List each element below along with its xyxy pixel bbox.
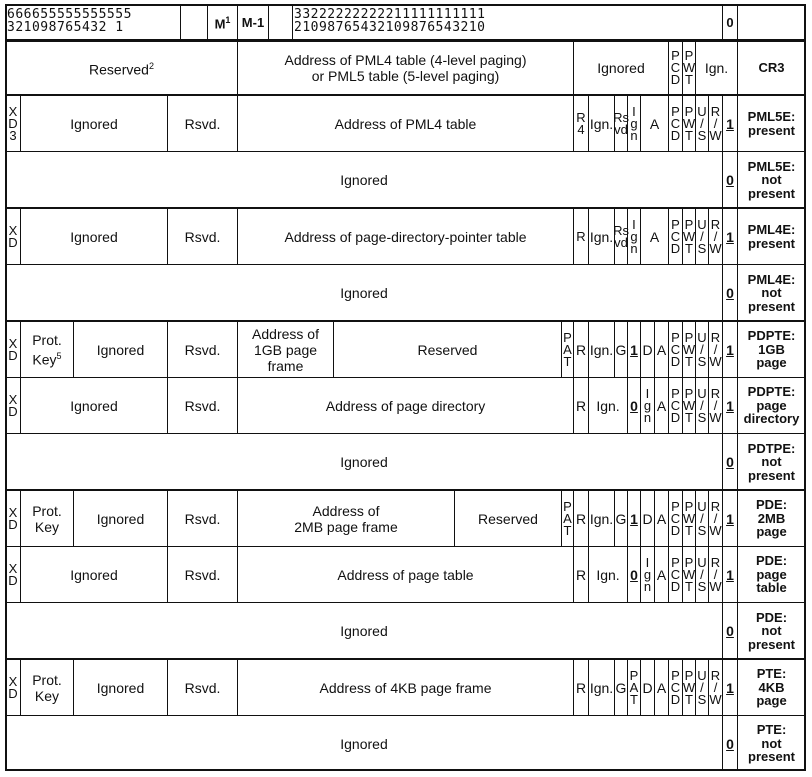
group-separator <box>5 39 806 42</box>
pte-4kb-accessed <box>654 659 668 715</box>
header-low-bits-text: 33222222222211111111111 21098765432109876543210 <box>294 7 486 35</box>
pml5e-accessed <box>640 95 668 151</box>
pde-pt-accessed-text: A <box>656 566 667 583</box>
pdpte-1gb-r-text: R <box>575 341 587 358</box>
pml5e-np-ignored-text: Ignored <box>340 172 388 188</box>
pde-2mb-pcd <box>668 490 682 546</box>
pdpte-1gb-global <box>614 321 627 377</box>
pdtpe-np-ignored <box>5 433 722 490</box>
pde-2mb-rw-text: R / W <box>709 498 722 538</box>
row-name-pte_np-text: PTE: not present <box>748 722 795 765</box>
pdpte-1gb-dirty-text: D <box>642 341 653 358</box>
pdpte-1gb-rw <box>708 321 722 377</box>
header-bit0-text: 0 <box>726 14 734 30</box>
pml5e-address <box>237 95 573 151</box>
pte-4kb-present-bit <box>722 659 737 715</box>
pml4e-present-bit <box>722 208 737 264</box>
pdpte-1gb-present-bit <box>722 321 737 377</box>
pde-pt-present-bit <box>722 546 737 602</box>
pde-2mb-xd-text: X D <box>8 504 18 532</box>
pde-pt-ign <box>588 546 627 602</box>
pdtpe-np-ignored-text: Ignored <box>340 454 388 470</box>
pte-4kb-ignored <box>73 659 167 715</box>
pde-2mb-ignored-text: Ignored <box>96 510 145 527</box>
pml4e-r-text: R <box>576 228 586 244</box>
cr3-reserved-text: Reserved$^2$ <box>89 61 154 78</box>
pde-pt-us <box>695 546 708 602</box>
cr3-ignored <box>573 40 668 95</box>
pdpte-1gb-ps-bit <box>627 321 640 377</box>
pte-4kb-rw-text: R / W <box>709 667 722 707</box>
pdpte-pd-ign-bit-text: I g n <box>643 385 652 425</box>
pdpte-1gb-rsvd <box>167 321 237 377</box>
pte-4kb-address-text: Address of 4KB page frame <box>319 679 492 696</box>
pml5e-rsvd-bit-text: Rs vd <box>613 109 629 137</box>
pdpte-1gb-prot-key <box>20 321 73 377</box>
cr3-pwt-text: P W T <box>682 48 696 87</box>
pde-2mb-pcd-text: P C D <box>670 498 681 538</box>
row-name-pte_4kb-text: PTE: 4KB page <box>756 666 787 709</box>
row-name-pml5e_p-text: PML5E: present <box>747 109 796 138</box>
pde-2mb-r <box>573 490 588 546</box>
pdpte-1gb-pat <box>561 321 573 377</box>
pdpte-1gb-dirty <box>640 321 654 377</box>
pdpte-pd-address <box>237 377 573 433</box>
pdpte-pd-accessed-text: A <box>656 397 667 414</box>
pte-4kb-pcd <box>668 659 682 715</box>
header-gap-right <box>268 4 292 40</box>
cr3-reserved <box>5 40 237 95</box>
row-name-cr3-text: CR3 <box>758 60 785 76</box>
pde-2mb-pwt-text: P W T <box>682 498 696 538</box>
pte-4kb-global <box>614 659 627 715</box>
pte-4kb-global-text: G <box>615 679 627 696</box>
pde-pt-pcd-text: P C D <box>670 554 681 594</box>
row-name-pde_2mb <box>737 490 806 546</box>
pde-2mb-present-bit-text: 1 <box>726 510 734 527</box>
pte-4kb-xd <box>5 659 20 715</box>
header-gap-left <box>180 4 207 40</box>
pml4e-ignored-text: Ignored <box>70 228 118 245</box>
pdpte-pd-rw <box>708 377 722 433</box>
pde-2mb-dirty <box>640 490 654 546</box>
header-m-label-text: $M^1$ <box>214 15 231 32</box>
pte-4kb-r <box>573 659 588 715</box>
pml5e-ignored <box>20 95 167 151</box>
pml5e-pwt <box>682 95 695 151</box>
group-separator <box>5 94 806 96</box>
pte-4kb-ign-text: Ign. <box>589 679 614 696</box>
pde-pt-address <box>237 546 573 602</box>
row-name-pte_np <box>737 715 806 771</box>
pml5e-ign-bit <box>627 95 640 151</box>
row-name-pml5e_p <box>737 95 806 151</box>
pml5e-pcd <box>668 95 682 151</box>
pml5e-pwt-text: P W T <box>682 103 696 143</box>
pml4e-accessed <box>640 208 668 264</box>
pdpte-pd-accessed <box>654 377 668 433</box>
pte-4kb-rsvd <box>167 659 237 715</box>
pde-2mb-ign <box>588 490 614 546</box>
pdpte-1gb-accessed-text: A <box>656 341 667 358</box>
pml4e-ignored <box>20 208 167 264</box>
pte-4kb-prot-key-text: Prot. Key <box>32 671 62 704</box>
pde-pt-rw <box>708 546 722 602</box>
pde-np-present-bit <box>722 602 737 659</box>
pde-pt-xd <box>5 546 20 602</box>
pdpte-1gb-pwt <box>682 321 695 377</box>
pte-4kb-pwt <box>682 659 695 715</box>
pdpte-1gb-reserved <box>333 321 561 377</box>
pml4e-pcd-text: P C D <box>670 216 681 256</box>
pml5e-rsvd-text: Rsvd. <box>184 115 221 132</box>
pde-2mb-ignored <box>73 490 167 546</box>
pml4e-ign-text: Ign. <box>589 228 614 245</box>
pml4e-rsvd-text: Rsvd. <box>184 228 221 245</box>
header-name-col <box>737 4 806 40</box>
pte-4kb-dirty <box>640 659 654 715</box>
row-name-pdtpe_np-text: PDTPE: not present <box>747 440 796 483</box>
pml5e-r-text: R 4 <box>576 109 586 137</box>
header-m1-label <box>237 4 268 40</box>
pml4e-address <box>237 208 573 264</box>
header-m-label-footnote: 1 <box>225 15 231 26</box>
pdpte-1gb-pat-text: P A T <box>563 329 572 369</box>
cr3-ign <box>695 40 737 95</box>
pml4e-r <box>573 208 588 264</box>
pte-4kb-us <box>695 659 708 715</box>
pdpte-pd-us-text: U / S <box>697 385 707 425</box>
pde-2mb-us-text: U / S <box>697 498 707 538</box>
pde-2mb-accessed-text: A <box>656 510 667 527</box>
pde-pt-accessed <box>654 546 668 602</box>
pdpte-1gb-us-text: U / S <box>697 329 707 369</box>
pde-2mb-global-text: G <box>615 510 627 527</box>
pde-2mb-dirty-text: D <box>642 510 653 527</box>
pde-pt-r-text: R <box>575 566 587 583</box>
pdpte-pd-present-bit-text: 1 <box>726 397 734 414</box>
pdpte-pd-present-bit <box>722 377 737 433</box>
pml5e-ign <box>588 95 614 151</box>
pte-np-ignored <box>5 715 722 771</box>
pml4e-us-text: U / S <box>697 216 707 256</box>
pdpte-1gb-us <box>695 321 708 377</box>
pte-4kb-address <box>237 659 573 715</box>
pde-np-ignored-text: Ignored <box>340 623 388 639</box>
pdpte-pd-r-text: R <box>575 397 587 414</box>
pml5e-ign-bit-text: I g n <box>630 103 638 143</box>
pde-2mb-ign-text: Ign. <box>589 510 614 527</box>
pde-2mb-us <box>695 490 708 546</box>
pml4e-np-ignored <box>5 264 722 321</box>
pml5e-address-text: Address of PML4 table <box>334 115 477 132</box>
pte-4kb-rw <box>708 659 722 715</box>
header-m1-label-text: M-1 <box>241 14 265 30</box>
pdpte-1gb-ign <box>588 321 614 377</box>
pte-4kb-us-text: U / S <box>697 667 707 707</box>
pte-np-ignored-text: Ignored <box>340 735 388 752</box>
cr3-pcd <box>668 40 682 95</box>
pte-4kb-dirty-text: D <box>642 679 653 696</box>
pte-4kb-ign <box>588 659 614 715</box>
pde-2mb-r-text: R <box>575 510 587 527</box>
pml4e-xd-text: X D <box>8 222 18 250</box>
pde-pt-pwt <box>682 546 695 602</box>
pdpte-1gb-ps-bit-text: 1 <box>630 341 638 358</box>
group-separator <box>5 320 806 322</box>
pde-2mb-address-text: Address of 2MB page frame <box>294 502 398 535</box>
pte-4kb-pcd-text: P C D <box>670 667 681 707</box>
pdpte-1gb-prot-key-footnote: 5 <box>56 350 62 361</box>
pml5e-present-bit-text: 1 <box>726 115 734 132</box>
pml5e-rsvd <box>167 95 237 151</box>
row-name-pde_np-text: PDE: not present <box>748 609 795 652</box>
pde-pt-rw-text: R / W <box>709 554 722 594</box>
pde-pt-xd-text: X D <box>8 560 18 588</box>
pml4e-np-present-bit <box>722 264 737 321</box>
pml4e-ign <box>588 208 614 264</box>
pml4e-np-ignored-text: Ignored <box>340 285 388 301</box>
pde-2mb-reserved-text: Reserved <box>478 510 538 527</box>
row-name-pml4e_np-text: PML4E: not present <box>747 271 796 314</box>
pdpte-pd-pcd <box>668 377 682 433</box>
pml5e-rsvd-bit <box>614 95 627 151</box>
pml4e-us <box>695 208 708 264</box>
pdpte-pd-ps-bit <box>627 377 640 433</box>
pde-2mb-ps-bit-text: 1 <box>630 510 638 527</box>
pte-4kb-prot-key <box>20 659 73 715</box>
pdpte-1gb-reserved-text: Reserved <box>417 341 478 358</box>
pde-np-ignored <box>5 602 722 659</box>
row-name-pml4e_np <box>737 264 806 321</box>
pte-4kb-pat-text: P A T <box>629 667 639 707</box>
pml5e-rw <box>708 95 722 151</box>
group-separator <box>5 489 806 491</box>
header-low-bits <box>292 4 722 40</box>
pdpte-pd-r <box>573 377 588 433</box>
row-name-pdpte_1gb-text: PDPTE: 1GB page <box>747 328 796 371</box>
pte-np-present-bit-text: 0 <box>726 735 734 752</box>
pdpte-1gb-rw-text: R / W <box>709 329 722 369</box>
pml4e-rsvd <box>167 208 237 264</box>
pde-pt-rsvd <box>167 546 237 602</box>
pde-2mb-pat <box>561 490 573 546</box>
pml4e-xd <box>5 208 20 264</box>
pdpte-pd-xd-text: X D <box>8 391 18 419</box>
row-name-pml4e_p-text: PML4E: present <box>747 222 796 251</box>
pdpte-pd-address-text: Address of page directory <box>325 397 486 414</box>
pdpte-1gb-ignored <box>73 321 167 377</box>
row-name-pde_pt-text: PDE: page table <box>755 553 788 596</box>
pde-pt-ps-bit <box>627 546 640 602</box>
pml4e-rsvd-bit-text: Rs vd <box>613 222 629 250</box>
pde-pt-ignored-text: Ignored <box>70 566 118 583</box>
pde-pt-ignored <box>20 546 167 602</box>
header-m-label <box>207 4 237 40</box>
pte-4kb-rsvd-text: Rsvd. <box>184 679 221 696</box>
row-name-pdpte_pd <box>737 377 806 433</box>
pml5e-accessed-text: A <box>649 115 660 132</box>
group-separator <box>5 770 806 771</box>
pml4e-rsvd-bit <box>614 208 627 264</box>
header-high-bits-text: 666655555555555 321098765432 1 <box>7 7 132 35</box>
pde-pt-ign-text: Ign. <box>596 566 620 583</box>
pdpte-1gb-address <box>237 321 333 377</box>
pml4e-ign-bit <box>627 208 640 264</box>
pml4e-pwt-text: P W T <box>682 216 696 256</box>
pde-2mb-present-bit <box>722 490 737 546</box>
pde-2mb-xd <box>5 490 20 546</box>
header-high-bits <box>5 4 180 40</box>
cr3-pwt <box>682 40 695 95</box>
pde-2mb-rsvd <box>167 490 237 546</box>
row-name-cr3 <box>737 40 806 95</box>
row-name-pml5e_np-text: PML5E: not present <box>747 158 796 201</box>
pdpte-1gb-xd-text: X D <box>8 335 18 363</box>
pdpte-1gb-pcd <box>668 321 682 377</box>
pde-2mb-accessed <box>654 490 668 546</box>
pde-2mb-global <box>614 490 627 546</box>
pde-pt-us-text: U / S <box>697 554 707 594</box>
pdpte-pd-us <box>695 377 708 433</box>
row-name-pte_4kb <box>737 659 806 715</box>
pde-pt-ign-bit <box>640 546 654 602</box>
pte-4kb-r-text: R <box>575 679 587 696</box>
pml4e-ign-bit-text: I g n <box>630 216 638 256</box>
pdpte-pd-rsvd <box>167 377 237 433</box>
pdpte-1gb-global-text: G <box>615 341 627 358</box>
row-name-pde_np <box>737 602 806 659</box>
pte-4kb-present-bit-text: 1 <box>726 679 734 696</box>
pte-np-present-bit <box>722 715 737 771</box>
row-name-pml4e_p <box>737 208 806 264</box>
pde-2mb-prot-key-text: Prot. Key <box>32 502 62 535</box>
row-name-pml5e_np <box>737 151 806 208</box>
pdpte-pd-rw-text: R / W <box>709 385 722 425</box>
group-separator <box>5 658 806 660</box>
pdtpe-np-present-bit-text: 0 <box>726 454 734 470</box>
pdpte-pd-rsvd-text: Rsvd. <box>184 397 221 414</box>
pml4e-pwt <box>682 208 695 264</box>
pml4e-rw <box>708 208 722 264</box>
cr3-reserved-footnote: 2 <box>148 61 154 72</box>
pdpte-1gb-rsvd-text: Rsvd. <box>184 341 221 358</box>
pml4e-np-present-bit-text: 0 <box>726 285 734 301</box>
pde-pt-ign-bit-text: I g n <box>643 554 652 594</box>
pdtpe-np-present-bit <box>722 433 737 490</box>
pdpte-1gb-xd <box>5 321 20 377</box>
pml5e-xd-text: X D 3 <box>8 103 18 143</box>
pde-pt-r <box>573 546 588 602</box>
pte-4kb-pat <box>627 659 640 715</box>
pml5e-r <box>573 95 588 151</box>
pde-2mb-reserved <box>454 490 561 546</box>
pdpte-pd-ignored-text: Ignored <box>70 397 118 414</box>
pml5e-us <box>695 95 708 151</box>
pml4e-address-text: Address of page-directory-pointer table <box>284 228 527 245</box>
pml5e-ignored-text: Ignored <box>70 115 118 132</box>
pdpte-pd-pwt-text: P W T <box>682 385 696 425</box>
pdpte-pd-ign-bit <box>640 377 654 433</box>
cr3-pcd-text: P C D <box>670 48 681 87</box>
row-name-pde_2mb-text: PDE: 2MB page <box>755 497 788 540</box>
row-name-pde_pt <box>737 546 806 602</box>
pde-pt-present-bit-text: 1 <box>726 566 734 583</box>
row-name-pdtpe_np <box>737 433 806 490</box>
pdpte-1gb-accessed <box>654 321 668 377</box>
pdpte-1gb-present-bit-text: 1 <box>726 341 734 358</box>
pte-4kb-ignored-text: Ignored <box>96 679 145 696</box>
pde-pt-address-text: Address of page table <box>337 566 474 583</box>
pdpte-pd-pcd-text: P C D <box>670 385 681 425</box>
pml4e-rw-text: R / W <box>709 216 722 256</box>
pde-np-present-bit-text: 0 <box>726 623 734 639</box>
pte-4kb-accessed-text: A <box>656 679 667 696</box>
pml5e-pcd-text: P C D <box>670 103 681 143</box>
pde-2mb-pwt <box>682 490 695 546</box>
pdpte-1gb-ign-text: Ign. <box>589 341 614 358</box>
pte-4kb-xd-text: X D <box>8 673 18 701</box>
pde-pt-rsvd-text: Rsvd. <box>184 566 221 583</box>
pde-2mb-rsvd-text: Rsvd. <box>184 510 221 527</box>
cr3-ign-text: Ign. <box>704 60 729 76</box>
row-name-pdpte_pd-text: PDPTE: page directory <box>743 384 800 427</box>
pdpte-pd-ign-text: Ign. <box>596 397 620 414</box>
pdpte-pd-pwt <box>682 377 695 433</box>
pml5e-np-present-bit <box>722 151 737 208</box>
row-name-pdpte_1gb <box>737 321 806 377</box>
pml5e-us-text: U / S <box>697 103 707 143</box>
pml5e-ign-text: Ign. <box>589 115 614 132</box>
group-separator <box>5 207 806 209</box>
pdpte-1gb-prot-key-text: Prot. Key$^5$ <box>32 331 62 368</box>
pde-2mb-rw <box>708 490 722 546</box>
pde-2mb-ps-bit <box>627 490 640 546</box>
pml5e-rw-text: R / W <box>709 103 722 143</box>
pdpte-pd-ignored <box>20 377 167 433</box>
pdpte-1gb-ignored-text: Ignored <box>96 341 145 358</box>
pdpte-pd-ign <box>588 377 627 433</box>
pml4e-present-bit-text: 1 <box>726 228 734 245</box>
pdpte-pd-xd <box>5 377 20 433</box>
cr3-address-text: Address of PML4 table (4-level paging) or PML5 table (5-level paging) <box>284 52 527 84</box>
pml5e-np-present-bit-text: 0 <box>726 172 734 188</box>
pde-2mb-address <box>237 490 454 546</box>
cr3-address <box>237 40 573 95</box>
pde-2mb-prot-key <box>20 490 73 546</box>
pdpte-pd-ps-bit-text: 0 <box>630 397 638 414</box>
pml5e-np-ignored <box>5 151 722 208</box>
pde-pt-pwt-text: P W T <box>682 554 696 594</box>
pdpte-1gb-pcd-text: P C D <box>670 329 681 369</box>
pdpte-1gb-pwt-text: P W T <box>682 329 696 369</box>
pde-2mb-pat-text: P A T <box>563 498 572 538</box>
pdpte-1gb-r <box>573 321 588 377</box>
pml5e-present-bit <box>722 95 737 151</box>
pte-4kb-pwt-text: P W T <box>682 667 696 707</box>
pde-pt-pcd <box>668 546 682 602</box>
pml5e-xd <box>5 95 20 151</box>
pml4e-accessed-text: A <box>649 228 660 245</box>
pdpte-1gb-address-text: Address of 1GB page frame <box>252 325 319 374</box>
cr3-ignored-text: Ignored <box>597 60 645 76</box>
pml4e-pcd <box>668 208 682 264</box>
pde-pt-ps-bit-text: 0 <box>630 566 638 583</box>
header-bit0 <box>722 4 737 40</box>
